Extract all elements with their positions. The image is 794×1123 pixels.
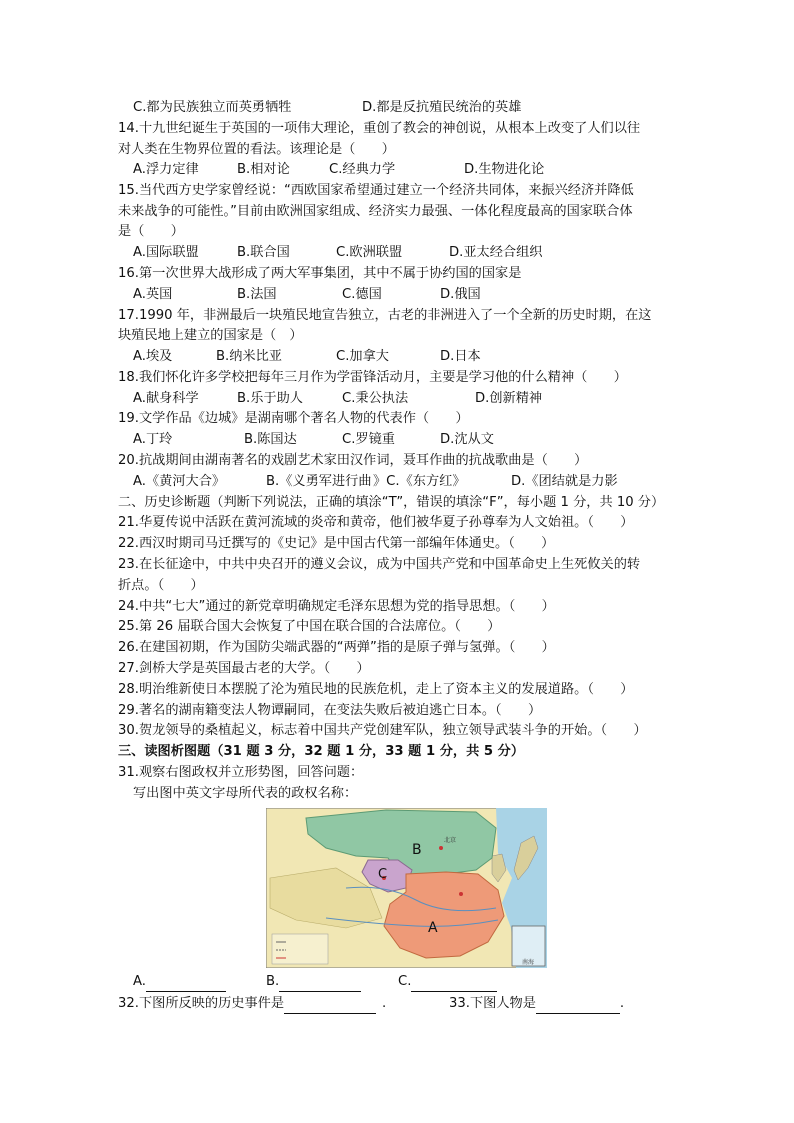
map-label-capital: 北京 xyxy=(444,837,457,844)
judge-q25: 25.第 26 届联合国大会恢复了中国在联合国的合法席位。（ ） xyxy=(118,619,501,634)
map-label-c: C xyxy=(378,867,388,882)
section3-heading: 三、读图析图题（31 题 3 分，32 题 1 分，33 题 1 分，共 5 分） xyxy=(118,744,525,759)
judge-q29: 29.著名的湖南籍变法人物谭嗣同，在变法失败后被迫逃亡日本。（ ） xyxy=(118,703,542,718)
q33-blank[interactable] xyxy=(536,999,620,1014)
q20-option-c: 》C.《东方红》 xyxy=(373,474,466,489)
q19-option-a: A.丁玲 xyxy=(133,432,173,447)
q16-option-b: B.法国 xyxy=(237,287,277,302)
map-label-a: A xyxy=(428,920,438,936)
q20-option-b: B.《义勇军进行曲 xyxy=(266,474,372,489)
q15-option-c: C.欧洲联盟 xyxy=(336,245,403,260)
q15-option-b: B.联合国 xyxy=(237,245,290,260)
q16-option-a: A.英国 xyxy=(133,287,173,302)
regime-map-svg xyxy=(266,808,547,968)
q32-stem: 32.下图所反映的历史事件是 xyxy=(118,996,285,1011)
q32-line xyxy=(118,994,386,1014)
q19-option-d: D.沈从文 xyxy=(440,432,494,447)
q15-option-a: A.国际联盟 xyxy=(133,245,199,260)
judge-q22: 22.西汉时期司马迁撰写的《史记》是中国古代第一部编年体通史。（ ） xyxy=(118,536,555,551)
section2-heading: 二、历史诊断题（判断下列说法，正确的填涂“T”，错误的填涂“F”，每小题 1 分，共 10 分） xyxy=(118,495,665,510)
q31-answer-c-label: C. xyxy=(398,974,412,989)
q20-stem: 20.抗战期间由湖南著名的戏剧艺术家田汉作词，聂耳作曲的抗战歌曲是（ ） xyxy=(118,453,588,468)
q14-stem-line2: 对人类在生物界位置的看法。该理论是（ ） xyxy=(118,142,395,157)
q16-stem: 16.第一次世界大战形成了两大军事集团，其中不属于协约国的国家是 xyxy=(118,266,522,281)
judge-q23-line2: 折点。（ ） xyxy=(118,578,204,593)
q32-blank[interactable] xyxy=(284,999,376,1014)
q14-option-c: C.经典力学 xyxy=(329,162,396,177)
judge-q28: 28.明治维新使日本摆脱了沦为殖民地的民族危机，走上了资本主义的发展道路。（ ） xyxy=(118,682,634,697)
q31-instruction: 写出图中英文字母所代表的政权名称： xyxy=(133,786,358,801)
q33-line xyxy=(449,994,624,1014)
q31-answer-a[interactable] xyxy=(133,972,226,992)
q19-stem: 19.文学作品《边城》是湖南哪个著名人物的代表作（ ） xyxy=(118,411,469,426)
map-legend xyxy=(272,934,328,964)
q15-stem-line1: 15.当代西方史学家曾经说：“西欧国家希望通过建立一个经济共同体，来振兴经济并降低 xyxy=(118,183,634,198)
q31-answer-b-blank[interactable] xyxy=(279,977,361,992)
q17-option-d: D.日本 xyxy=(440,349,481,364)
q15-stem-line2: 未来战争的可能性。”目前由欧洲国家组成、经济实力最强、一体化程度最高的国家联合体 xyxy=(118,204,633,219)
q20-option-d: D.《团结就是力影 xyxy=(511,474,618,489)
q31-answer-b[interactable] xyxy=(266,972,361,992)
q17-stem-line2: 块殖民地上建立的国家是（ ） xyxy=(118,328,303,343)
q14-option-a: A.浮力定律 xyxy=(133,162,199,177)
q31-answer-a-blank[interactable] xyxy=(146,977,226,992)
judge-q21: 21.华夏传说中活跃在黄河流域的炎帝和黄帝，他们被华夏子孙尊奉为人文始祖。（ ） xyxy=(118,515,634,530)
judge-q24: 24.中共“七大”通过的新党章明确规定毛泽东思想为党的指导思想。（ ） xyxy=(118,599,555,614)
q14-option-d: D.生物进化论 xyxy=(464,162,545,177)
regime-map xyxy=(266,808,547,968)
map-label-b: B xyxy=(412,842,422,858)
map-label-inset: 南海 xyxy=(522,959,535,966)
q17-stem-line1: 17.1990 年，非洲最后一块殖民地宣告独立，古老的非洲进入了一个全新的历史时期，在这 xyxy=(118,308,652,323)
map-capital-marker-b xyxy=(439,846,443,850)
q18-option-c: C.秉公执法 xyxy=(342,391,409,406)
q14-option-b: B.相对论 xyxy=(237,162,290,177)
q14-stem-line1: 14.十九世纪诞生于英国的一项伟大理论，重创了教会的神创说，从根本上改变了人们以往 xyxy=(118,121,641,136)
q31-answer-a-label: A. xyxy=(133,974,146,989)
q33-stem: 33.下图人物是 xyxy=(449,996,536,1011)
q15-stem-line3: 是（ ） xyxy=(118,224,184,239)
q18-option-d: D.创新精神 xyxy=(475,391,543,406)
q17-option-b: B.纳米比亚 xyxy=(216,349,282,364)
q18-stem: 18.我们怀化许多学校把每年三月作为学雷锋活动月，主要是学习他的什么精神（ ） xyxy=(118,370,627,385)
q13-option-c: C.都为民族独立而英勇牺牲 xyxy=(133,100,292,115)
q18-option-a: A.献身科学 xyxy=(133,391,199,406)
q19-option-b: B.陈国达 xyxy=(244,432,297,447)
q17-option-a: A.埃及 xyxy=(133,349,173,364)
judge-q23-line1: 23.在长征途中，中共中央召开的遵义会议，成为中国共产党和中国革命史上生死攸关的转 xyxy=(118,557,641,572)
q32-period: . xyxy=(382,996,387,1011)
q16-option-c: C.德国 xyxy=(342,287,382,302)
judge-q26: 26.在建国初期，作为国防尖端武器的“两弹”指的是原子弹与氢弹。（ ） xyxy=(118,640,555,655)
q31-answer-b-label: B. xyxy=(266,974,280,989)
q31-stem: 31.观察右图政权并立形势图，回答问题： xyxy=(118,765,364,780)
q19-option-c: C.罗镜重 xyxy=(342,432,395,447)
map-capital-marker-a xyxy=(459,892,463,896)
q16-option-d: D.俄国 xyxy=(440,287,481,302)
q18-option-b: B.乐于助人 xyxy=(237,391,303,406)
judge-q30: 30.贺龙领导的桑植起义，标志着中国共产党创建军队，独立领导武装斗争的开始。（ ） xyxy=(118,723,647,738)
q13-option-d: D.都是反抗殖民统治的英雄 xyxy=(362,100,522,115)
q31-answer-c[interactable] xyxy=(398,972,497,992)
q20-option-a: A.《黄河大合》 xyxy=(133,474,226,489)
q31-answer-c-blank[interactable] xyxy=(411,977,497,992)
q17-option-c: C.加拿大 xyxy=(336,349,389,364)
q33-period: . xyxy=(619,996,625,1011)
q15-option-d: D.亚太经合组织 xyxy=(449,245,543,260)
judge-q27: 27.剑桥大学是英国最古老的大学。（ ） xyxy=(118,661,370,676)
